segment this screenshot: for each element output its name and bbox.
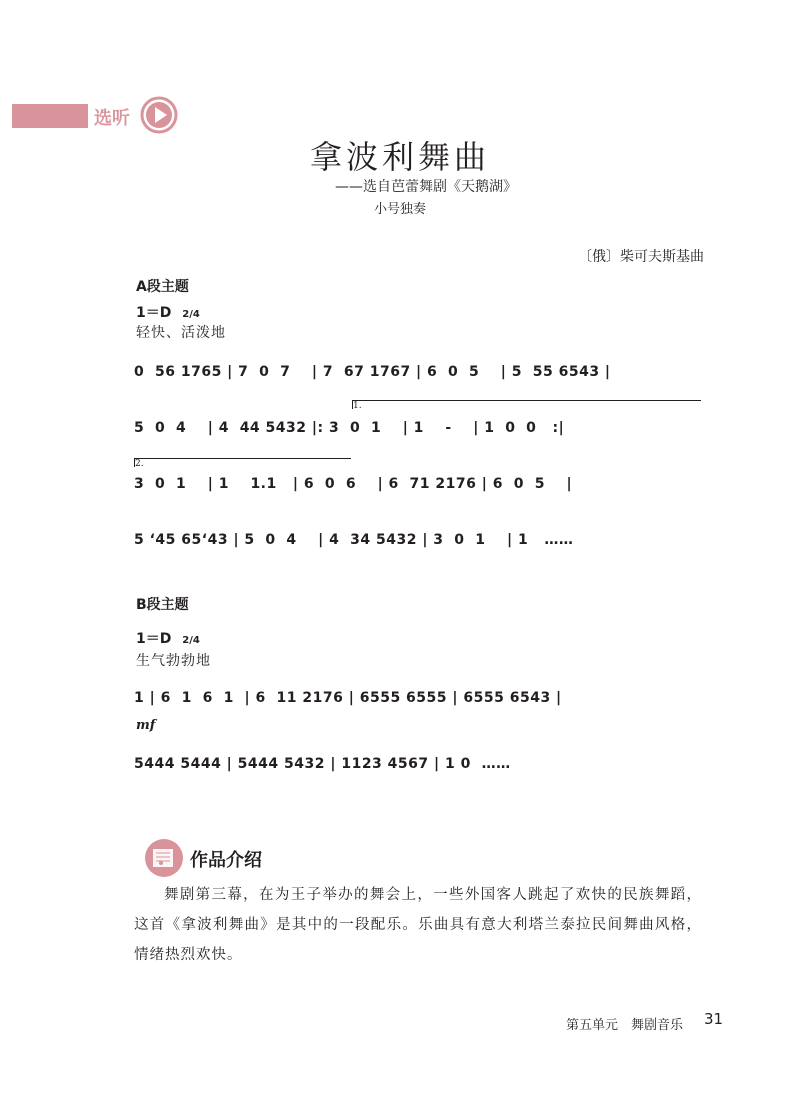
music-score-icon (144, 838, 184, 878)
performance-type: 小号独奏 (373, 202, 426, 217)
section-a-key (136, 302, 200, 322)
first-ending-bracket (352, 400, 701, 409)
piece-subtitle: ——选自芭蕾舞剧《天鹅湖》 (335, 179, 517, 195)
score-line: 5 ‘45 65‘43 | 5 0 4 | 4 34 5432 | 3 0 1 | 1 …… (134, 532, 574, 548)
score-line: 5444 5444 | 5444 5432 | 1123 4567 | 1 0 …… (134, 756, 511, 772)
key-signature: 1＝D (136, 305, 172, 321)
footer-unit: 第五单元 舞剧音乐 (566, 1018, 684, 1033)
dynamic-marking: mf (136, 718, 156, 733)
section-a-tempo: 轻快、活泼地 (136, 325, 226, 341)
piece-title: 拿波利舞曲 (309, 138, 490, 176)
key-signature: 1＝D (136, 631, 172, 647)
score-line: 5 0 4 | 4 44 5432 |: 3 0 1 | 1 - | 1 0 0 :| (134, 420, 565, 436)
section-b-tempo: 生气勃勃地 (136, 653, 211, 669)
page-number: 31 (704, 1010, 724, 1028)
intro-body: 舞剧第三幕，在为王子举办的舞会上，一些外国客人跳起了欢快的民族舞蹈，这首《拿波利舞曲》是其中的一段配乐。乐曲具有意大利塔兰泰拉民间舞曲风格，情绪热烈欢快。 (134, 887, 702, 963)
section-tag-bar (12, 104, 88, 128)
score-line: 3 0 1 | 1 1.1 | 6 0 6 | 6 71 2176 | 6 0 5 | (134, 476, 573, 492)
composer-credit: 〔俄〕柴可夫斯基曲 (578, 249, 704, 265)
second-ending-label: 2. (135, 459, 144, 469)
first-ending-label: 1. (353, 401, 362, 411)
time-signature: 2/4 (182, 635, 200, 646)
time-signature: 2/4 (182, 309, 200, 320)
section-b-label: B段主题 (136, 597, 189, 613)
intro-title: 作品介绍 (190, 850, 262, 871)
score-line: 0 56 1765 | 7 0 7 | 7 67 1767 | 6 0 5 | 5 55 6543 | (134, 364, 611, 380)
listen-tag-label: 选听 (94, 108, 130, 129)
section-b-key (136, 628, 200, 648)
section-a-label: A段主题 (136, 279, 189, 295)
play-icon[interactable] (140, 96, 178, 134)
second-ending-bracket (134, 458, 351, 467)
score-line: 1 | 6 1 6 1 | 6 11 2176 | 6555 6555 | 6555 6543 | (134, 690, 562, 706)
